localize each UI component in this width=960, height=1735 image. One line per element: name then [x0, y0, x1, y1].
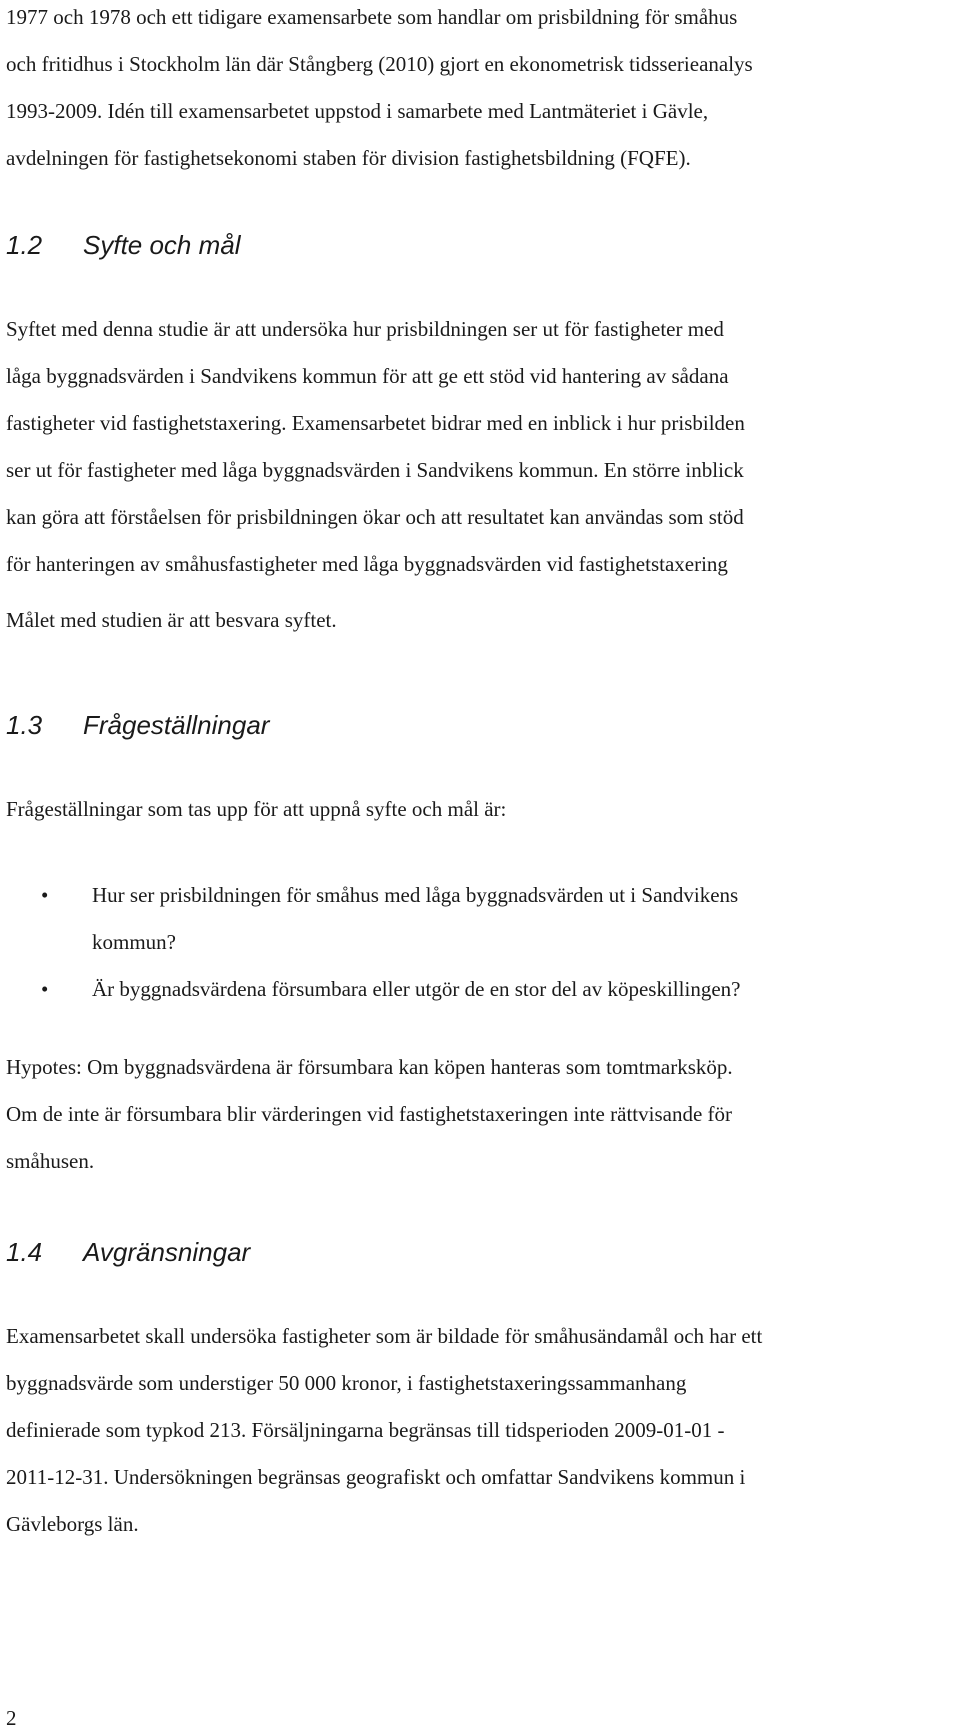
questions-list [6, 872, 956, 1013]
section-title: Frågeställningar [83, 710, 270, 740]
purpose-line: fastigheter vid fastighetstaxering. Examensarbetet bidrar med en inblick i hur prisbilden [6, 411, 745, 435]
list-item-line: Hur ser prisbildningen för småhus med låga byggnadsvärden ut i Sandvikens [92, 883, 739, 907]
delimitation-line: byggnadsvärde som understiger 50 000 kronor, i fastighetstaxeringssammanhang [6, 1371, 687, 1395]
section-title: Syfte och mål [83, 230, 241, 260]
delimitation-paragraph [6, 1313, 956, 1548]
hypothesis-paragraph [6, 1044, 956, 1185]
list-item-line: Är byggnadsvärdena försumbara eller utgör de en stor del av köpeskillingen? [92, 977, 741, 1001]
intro-line: 1993-2009. Idén till examensarbetet uppstod i samarbete med Lantmäteriet i Gävle, [6, 99, 709, 123]
section-title: Avgränsningar [83, 1237, 251, 1267]
intro-line: avdelningen för fastighetsekonomi staben för division fastighetsbildning (FQFE). [6, 146, 691, 170]
list-item-line: kommun? [92, 930, 176, 954]
purpose-line: för hanteringen av småhusfastigheter med låga byggnadsvärden vid fastighetstaxering [6, 552, 728, 576]
section-heading-1-4 [6, 1235, 250, 1269]
hypothesis-line: småhusen. [6, 1149, 95, 1173]
intro-line: och fritidhus i Stockholm län där Stångberg (2010) gjort en ekonometrisk tidsserieanalys [6, 52, 753, 76]
delimitation-line: 2011-12-31. Undersökningen begränsas geografiskt och omfattar Sandvikens kommun i [6, 1465, 746, 1489]
page-number: 2 [6, 1706, 17, 1730]
section-number: 1.3 [6, 710, 43, 740]
delimitation-line: Gävleborgs län. [6, 1512, 139, 1536]
purpose-line: Syftet med denna studie är att undersöka hur prisbildningen ser ut för fastigheter med [6, 317, 724, 341]
bullet-icon: • [41, 977, 49, 1001]
hypothesis-line: Hypotes: Om byggnadsvärdena är försumbara kan köpen hanteras som tomtmarksköp. [6, 1055, 733, 1079]
questions-intro-line: Frågeställningar som tas upp för att uppnå syfte och mål är: [6, 797, 507, 821]
goal-line: Målet med studien är att besvara syftet. [6, 608, 337, 632]
purpose-paragraph [6, 306, 956, 588]
purpose-line: låga byggnadsvärden i Sandvikens kommun för att ge ett stöd vid hantering av sådana [6, 364, 729, 388]
delimitation-line: definierade som typkod 213. Försäljningarna begränsas till tidsperioden 2009-01-01 - [6, 1418, 725, 1442]
delimitation-line: Examensarbetet skall undersöka fastigheter som är bildade för småhusändamål och har ett [6, 1324, 763, 1348]
intro-line: 1977 och 1978 och ett tidigare examensarbete som handlar om prisbildning för småhus [6, 5, 738, 29]
intro-paragraph [6, 0, 956, 182]
hypothesis-line: Om de inte är försumbara blir värderingen vid fastighetstaxeringen inte rättvisande för [6, 1102, 732, 1126]
goal-paragraph [6, 597, 956, 644]
section-number: 1.2 [6, 230, 43, 260]
purpose-line: ser ut för fastigheter med låga byggnadsvärden i Sandvikens kommun. En större inblick [6, 458, 744, 482]
questions-intro [6, 786, 956, 833]
bullet-icon: • [41, 883, 49, 907]
section-heading-1-3 [6, 708, 269, 742]
purpose-line: kan göra att förståelsen för prisbildningen ökar och att resultatet kan användas som stöd [6, 505, 744, 529]
list-item [6, 872, 956, 966]
list-item [6, 966, 956, 1013]
section-number: 1.4 [6, 1237, 43, 1267]
section-heading-1-2 [6, 228, 241, 262]
